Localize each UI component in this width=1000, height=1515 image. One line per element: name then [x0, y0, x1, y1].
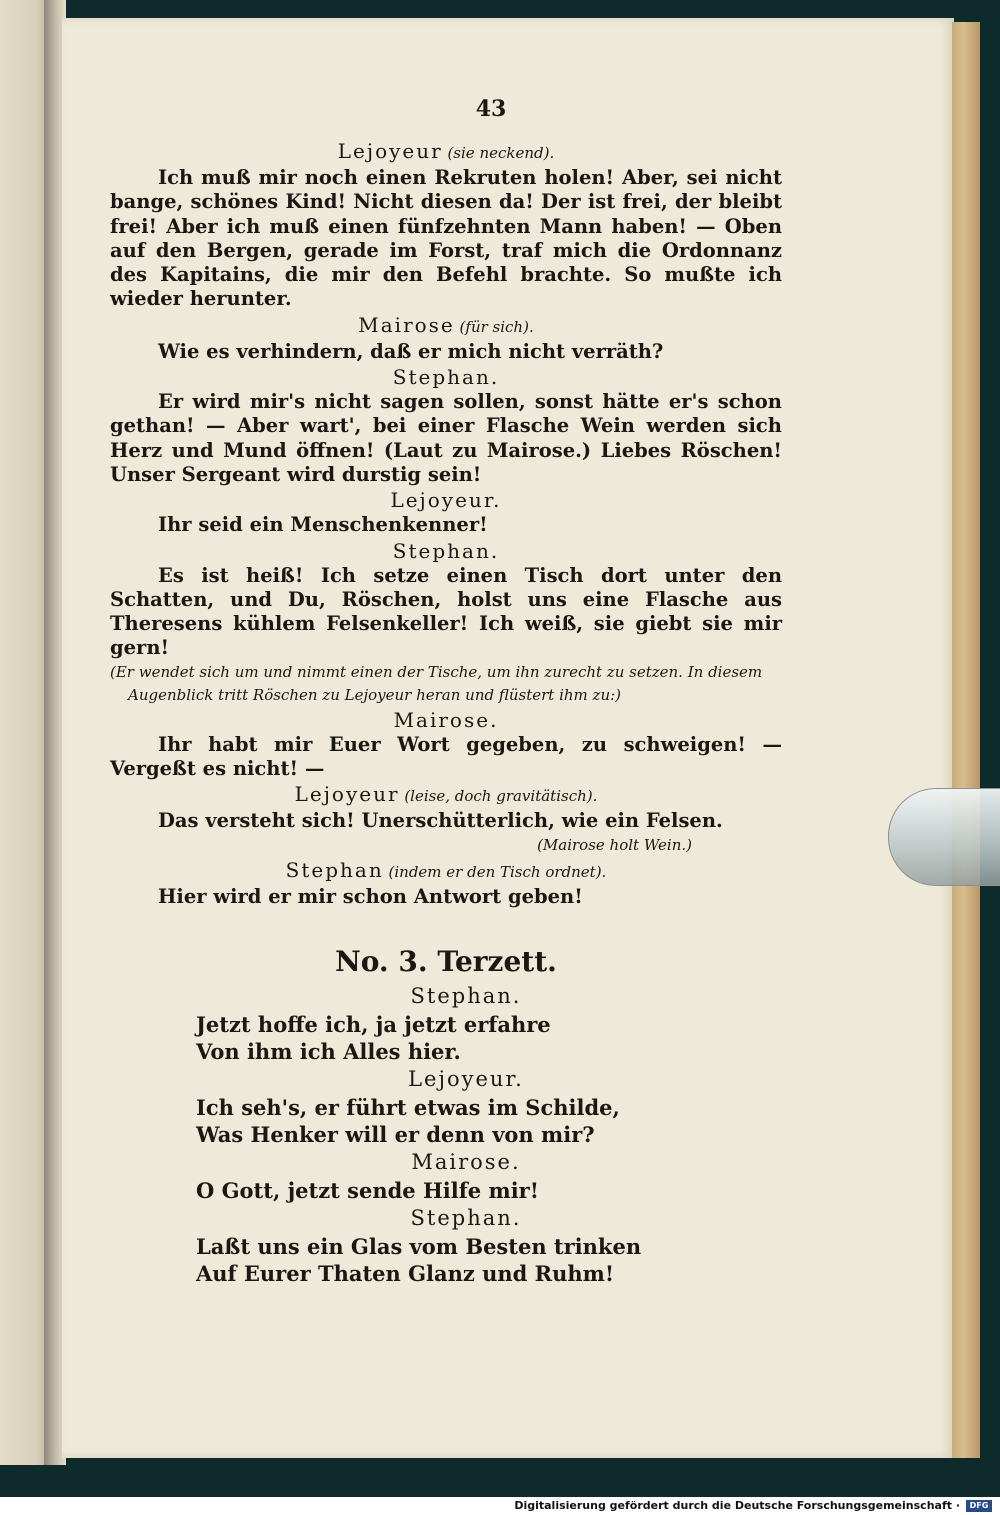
dialogue-line: Ihr habt mir Euer Wort gegeben, zu schweigen! — Vergeßt es nicht! — [110, 732, 782, 781]
verse-speaker: Lejoyeur. [408, 1066, 524, 1091]
dialogue-line: Hier wird er mir schon Antwort geben! [158, 884, 583, 908]
verse-line: Was Henker will er denn von mir? [196, 1121, 595, 1147]
speaker-label: Mairose. [393, 707, 499, 732]
dialogue-blocks [110, 138, 782, 909]
speaker-name [110, 487, 782, 513]
verse-line: Ich seh's, er führt etwas im Schilde, [196, 1094, 620, 1120]
dialogue-line: Es ist heiß! Ich setze einen Tisch dort unter den Schatten, und Du, Röschen, holst uns eine Flasche aus Theresens kühlem Felsenkeller! Ich weiß, sie giebt sie mir gern! [110, 563, 782, 660]
speaker-name [110, 857, 782, 885]
speaker-name [110, 781, 782, 809]
stage-direction: (Mairose holt Wein.) [537, 835, 692, 854]
verse-speaker: Stephan. [410, 1205, 522, 1230]
speaker-name [110, 138, 782, 166]
stage-direction-inline: (sie neckend). [442, 144, 555, 162]
verse-line: Auf Eurer Thaten Glanz und Ruhm! [196, 1260, 615, 1286]
page-number: 43 [475, 96, 507, 122]
page-content [110, 96, 782, 1287]
stage-direction: (Er wendet sich um und nimmt einen der Tische, um ihn zurecht zu setzen. In diesem Augenblick tritt Röschen zu Lejoyeur heran und flüstert ihm zu:) [110, 662, 763, 704]
speaker-label: Lejoyeur. [390, 488, 502, 513]
dialogue-line: Ihr seid ein Menschenkenner! [158, 513, 488, 537]
speaker-label: Stephan [285, 857, 384, 882]
dialogue-line: Das versteht sich! Unerschütterlich, wie ein Felsen. [158, 809, 723, 833]
verse-speaker: Stephan. [410, 983, 522, 1008]
verse-line: O Gott, jetzt sende Hilfe mir! [196, 1177, 539, 1203]
dfg-logo-icon: DFG [966, 1500, 992, 1512]
stage-direction-inline: (leise, doch gravitätisch). [399, 787, 598, 806]
verse-line: Laßt uns ein Glas vom Besten trinken [196, 1233, 642, 1259]
speaker-name [110, 364, 782, 390]
speaker-name [110, 538, 782, 564]
verse-line: Jetzt hoffe ich, ja jetzt erfahre [196, 1011, 551, 1037]
page-clip [888, 788, 1000, 886]
verse-speaker: Mairose. [411, 1149, 521, 1174]
verse-section [110, 982, 782, 1287]
page-stack-edge [952, 22, 980, 1458]
speaker-name [110, 707, 782, 733]
speaker-name [110, 312, 782, 340]
number-title: No. 3. Terzett. [335, 944, 557, 978]
dialogue-line: Ich muß mir noch einen Rekruten holen! Aber, sei nicht bange, schönes Kind! Nicht diesen da! Der ist frei, der bleibt frei! Aber ich muß einen fünfzehnten Mann haben! — Oben auf den Bergen, gerade im Forst, traf mich die Ordonnanz des Kapitains, die mir den Befehl brachte. So mußte ich wieder herunter. [110, 166, 782, 311]
speaker-label: Lejoyeur [294, 782, 400, 807]
speaker-label: Lejoyeur [337, 139, 443, 163]
verse-line: Von ihm ich Alles hier. [196, 1038, 461, 1064]
speaker-label: Stephan. [392, 365, 500, 390]
dialogue-line: Er wird mir's nicht sagen sollen, sonst hätte er's schon gethan! — Aber wart', bei einer Flasche Wein werden sich Herz und Mund öffnen! (Laut zu Mairose.) Liebes Röschen! Unser Sergeant wird durstig sein! [110, 390, 782, 486]
stage-direction-inline: (indem er den Tisch ordnet). [383, 862, 607, 881]
dialogue-line: Wie es verhindern, daß er mich nicht verräth? [158, 339, 664, 363]
speaker-label: Mairose [358, 312, 455, 337]
footer-credit: Digitalisierung gefördert durch die Deutsche Forschungsgemeinschaft · [514, 1499, 960, 1512]
footer-bar [0, 1497, 1000, 1515]
speaker-label: Stephan. [392, 538, 500, 563]
stage-direction-inline: (für sich). [454, 317, 534, 336]
